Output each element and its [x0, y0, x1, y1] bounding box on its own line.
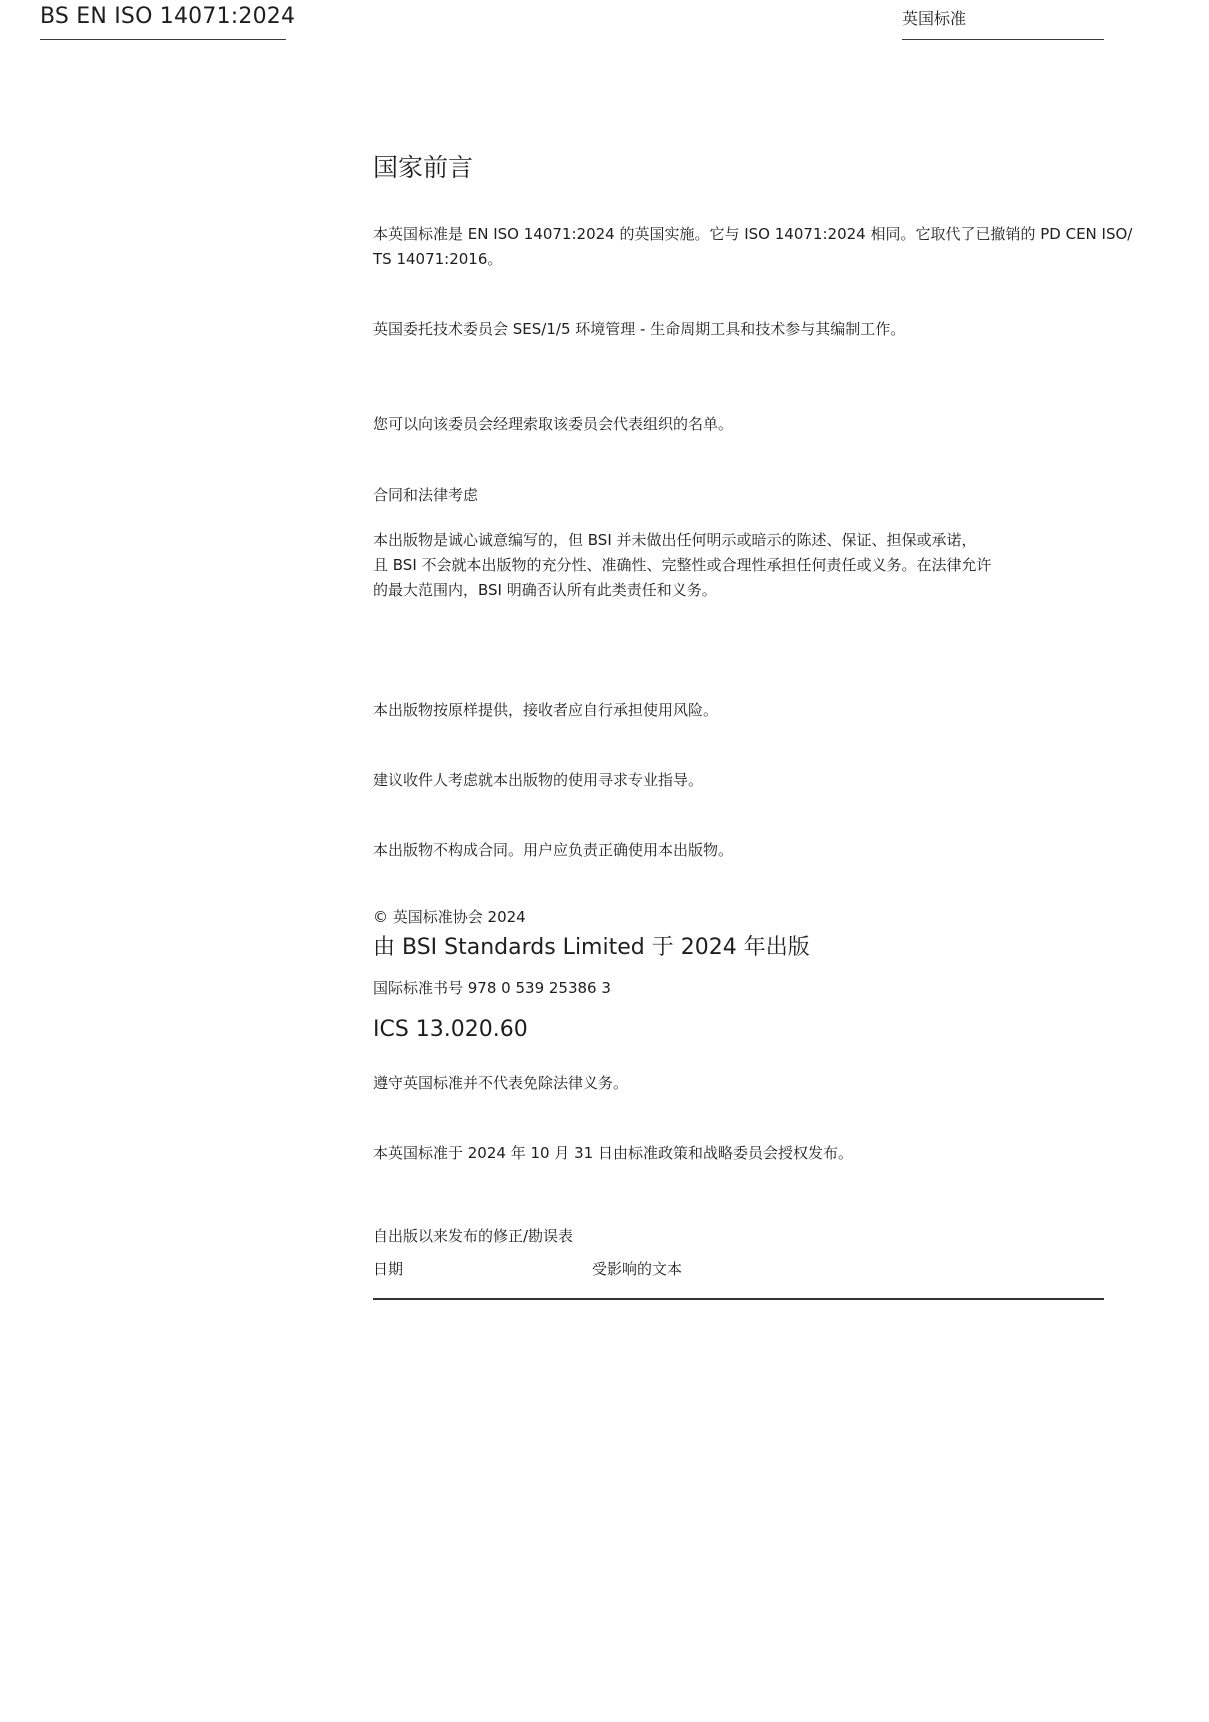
not-contract-statement: 本出版物不构成合同。用户应负责正确使用本出版物。: [373, 841, 734, 859]
disclaimer-line-2: 且 BSI 不会就本出版物的充分性、准确性、完整性或合理性承担任何责任或义务。在法律允许: [373, 556, 992, 574]
professional-advice-statement: 建议收件人考虑就本出版物的使用寻求专业指导。: [373, 771, 704, 789]
publisher-statement: 由 BSI Standards Limited 于 2024 年出版: [373, 935, 810, 960]
committee-statement: 英国委托技术委员会 SES/1/5 环境管理 - 生命周期工具和技术参与其编制工作。: [373, 320, 906, 338]
as-is-statement: 本出版物按原样提供，接收者应自行承担使用风险。: [373, 701, 719, 719]
authority-statement: 本英国标准于 2024 年 10 月 31 日由标准政策和战略委员会授权发布。: [373, 1144, 853, 1162]
column-header-date: 日期: [373, 1260, 404, 1278]
disclaimer-line-1: 本出版物是诚心诚意编写的，但 BSI 并未做出任何明示或暗示的陈述、保证、担保或承诺，: [373, 531, 977, 549]
header-document-id: [40, 0, 296, 40]
copyright-notice: © 英国标准协会 2024: [373, 908, 526, 926]
column-header-text-affected: 受影响的文本: [592, 1260, 683, 1278]
implementation-statement-line-1: 本英国标准是 EN ISO 14071:2024 的英国实施。它与 ISO 14071:2024 相同。它取代了已撤销的 PD CEN ISO/: [373, 225, 1133, 243]
compliance-statement: 遵守英国标准并不代表免除法律义务。: [373, 1074, 629, 1092]
amendments-table-header: [373, 1254, 1104, 1300]
category-text: 英国标准: [902, 9, 967, 28]
foreword-title: 国家前言: [373, 153, 474, 182]
disclaimer-line-3: 的最大范围内，BSI 明确否认所有此类责任和义务。: [373, 581, 717, 599]
legal-heading: 合同和法律考虑: [373, 486, 479, 504]
amendments-heading: 自出版以来发布的修正/勘误表: [373, 1227, 574, 1245]
header-category: [902, 0, 1104, 40]
document-id-text: BS EN ISO 14071:2024: [40, 4, 296, 29]
committee-list-request: 您可以向该委员会经理索取该委员会代表组织的名单。: [373, 415, 734, 433]
implementation-statement-line-2: TS 14071:2016。: [373, 250, 503, 268]
isbn: 国际标准书号 978 0 539 25386 3: [373, 979, 611, 997]
ics-code: ICS 13.020.60: [373, 1017, 528, 1042]
